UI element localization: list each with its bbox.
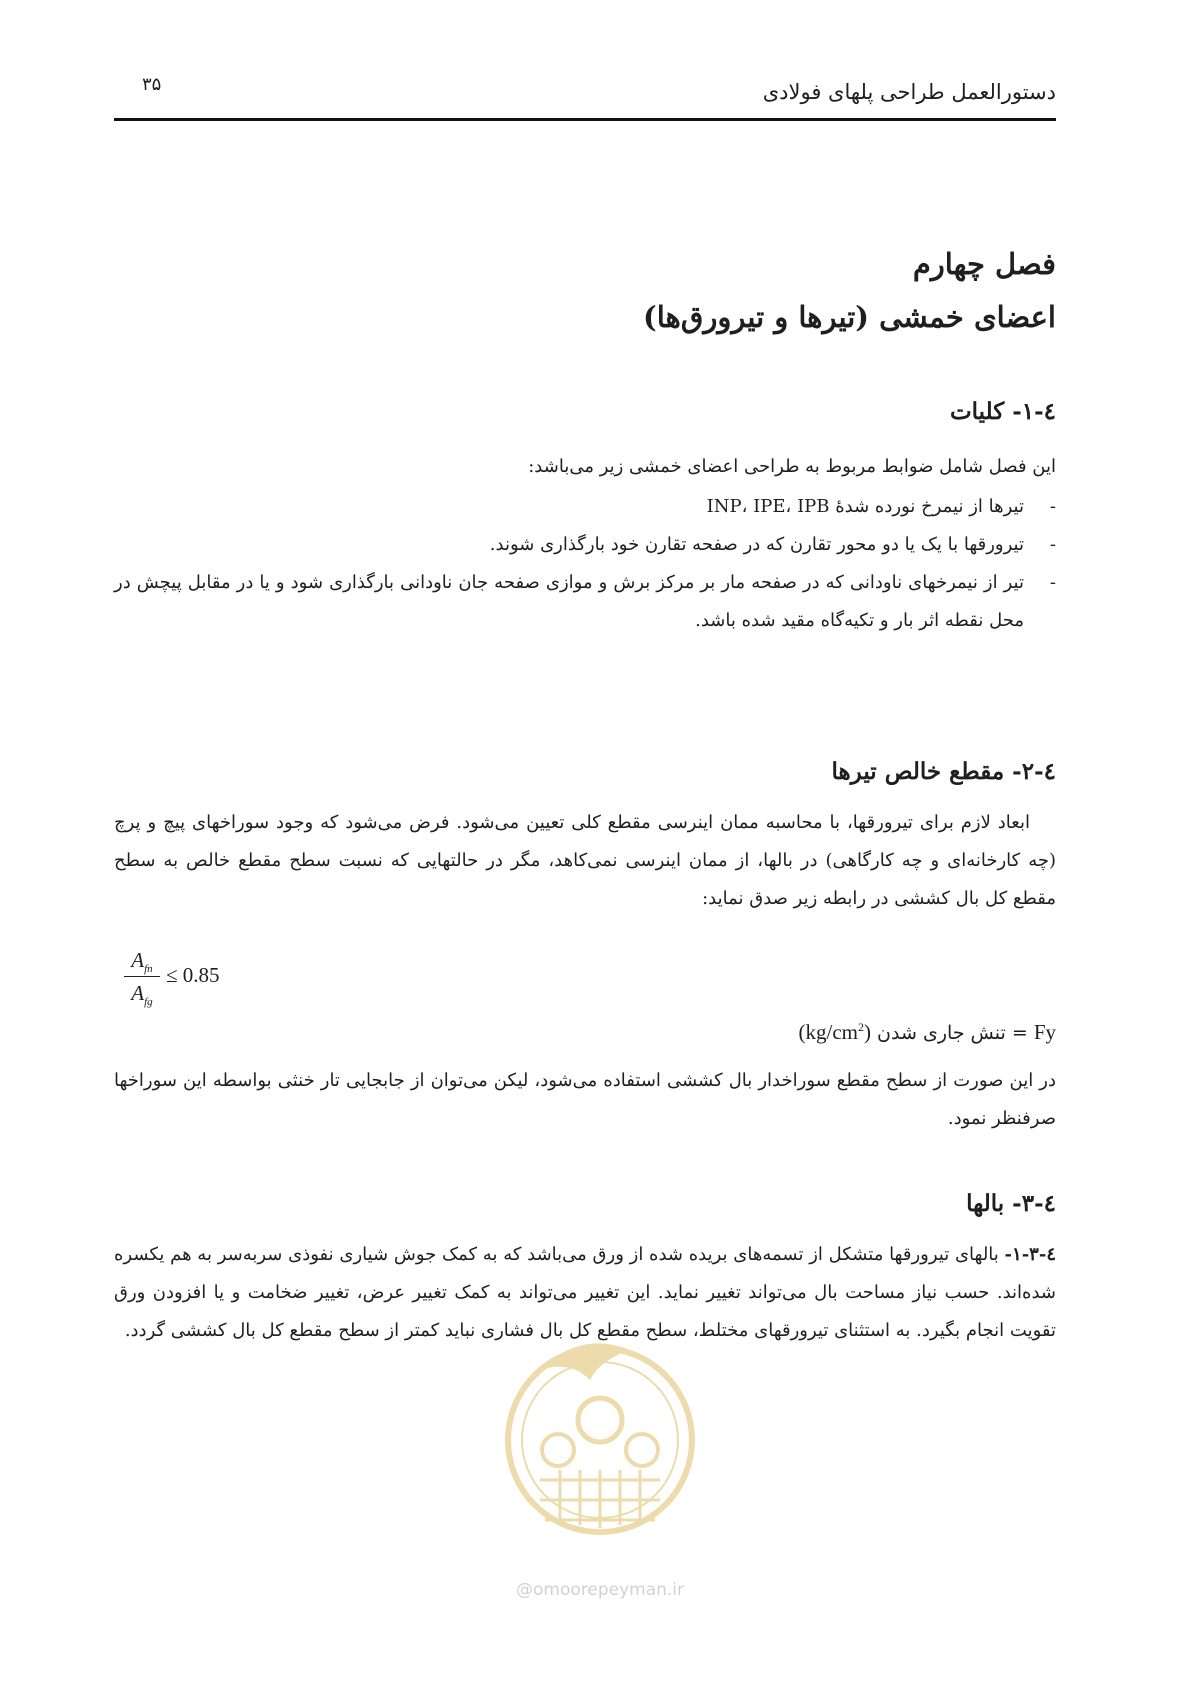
fraction-bar — [124, 976, 160, 977]
net-section-paragraph: ابعاد لازم برای تیرورقها، با محاسبه ممان اینرسی مقطع کلی تعیین می‌شود. فرض می‌شود که وجود سوراخهای پیچ و پرچ (چه کارخانه‌ای و چه کارگاهی) در بالها، از ممان اینرسی نمی‌کاهد، مگر در حالتهایی که نسبت سطح مقطع خالص به سطح مقطع کل بال کششی در رابطه زیر صدق نماید: — [114, 812, 1056, 909]
list-item — [114, 526, 1056, 564]
bullet-dash: - — [1049, 534, 1056, 555]
fy-definition — [799, 1020, 1056, 1045]
chapter-title: اعضای خمشی (تیرها و تیرورق‌ها) — [642, 299, 1056, 334]
section-intro: این فصل شامل ضوابط مربوط به طراحی اعضای خمشی زیر می‌باشد: — [528, 456, 1056, 477]
bullet-dash: - — [1049, 496, 1056, 517]
flange-area-ratio-formula — [122, 945, 242, 1011]
section-title-generalities: ٤-١- کلیات — [950, 398, 1056, 425]
list-item-text: تیرورقها با یک یا دو محور تقارن که در صفحه تقارن خود بارگذاری شوند. — [489, 534, 1024, 555]
scope-list — [114, 488, 1056, 640]
fraction — [122, 945, 162, 1008]
page-number: ۳۵ — [142, 74, 162, 95]
list-item-text: تیرها از نیمرخ نورده شدۀ INP، IPE، IPB — [706, 496, 1024, 517]
list-item-text: تیر از نیمرخهای ناودانی که در صفحه مار بر مرکز برش و موازی صفحه جان ناودانی بارگذاری شود و یا در مقابل پیچش در محل نقطه اثر بار و تکیه‌گاه مقید شده باشد. — [114, 572, 1024, 631]
watermark-text: @omoorepeyman.ir — [515, 1580, 685, 1600]
numerator: $A_{fn}$ — [131, 948, 153, 976]
watermark-seal-icon — [480, 1310, 720, 1580]
fy-unit: $(kg/cm^2)$ — [798, 1020, 872, 1044]
bullet-dash: - — [1049, 572, 1056, 593]
running-title: دستورالعمل طراحی پلهای فولادی — [762, 80, 1056, 104]
page-header — [114, 70, 1056, 121]
clause-number: ٤-٣-١- — [1004, 1244, 1056, 1265]
chapter-label: فصل چهارم — [912, 247, 1056, 281]
list-item — [114, 564, 1056, 640]
fy-text: = تنش جاری شدن — [871, 1022, 1034, 1044]
section-title-flanges: ٤-٣- بالها — [966, 1190, 1056, 1217]
formula-relation: ≤ 0.85 — [166, 963, 220, 987]
holes-paragraph: در این صورت از سطح مقطع سوراخدار بال کششی استفاده می‌شود، لیکن می‌توان از جابجایی تار خنثی بواسطه این سوراخها صرفنظر نمود. — [114, 1070, 1056, 1129]
flanges-text: بالهای تیرورقها متشکل از تسمه‌های بریده شده از ورق می‌باشد که به کمک جوش شیاری نفوذی سربه‌سر به هم یکسره شده‌اند. حسب نیاز مساحت بال می‌تواند تغییر نماید. این تغییر می‌تواند به کمک تغییر عرض، تغییر ضخامت و یا افزودن ورق تقویت انجام بگیرد. به استثنای تیرورقهای مختلط، سطح مقطع کل بال فشاری نباید کمتر از سطح مقطع کل بال کششی گردد. — [114, 1244, 1056, 1341]
denominator: $A_{fg}$ — [131, 981, 153, 1009]
section-title-net-section: ٤-٢- مقطع خالص تیرها — [831, 758, 1056, 785]
list-item — [114, 488, 1056, 526]
chapter-heading — [643, 244, 1056, 337]
fy-symbol: Fy — [1033, 1020, 1056, 1044]
watermark — [480, 1310, 720, 1610]
